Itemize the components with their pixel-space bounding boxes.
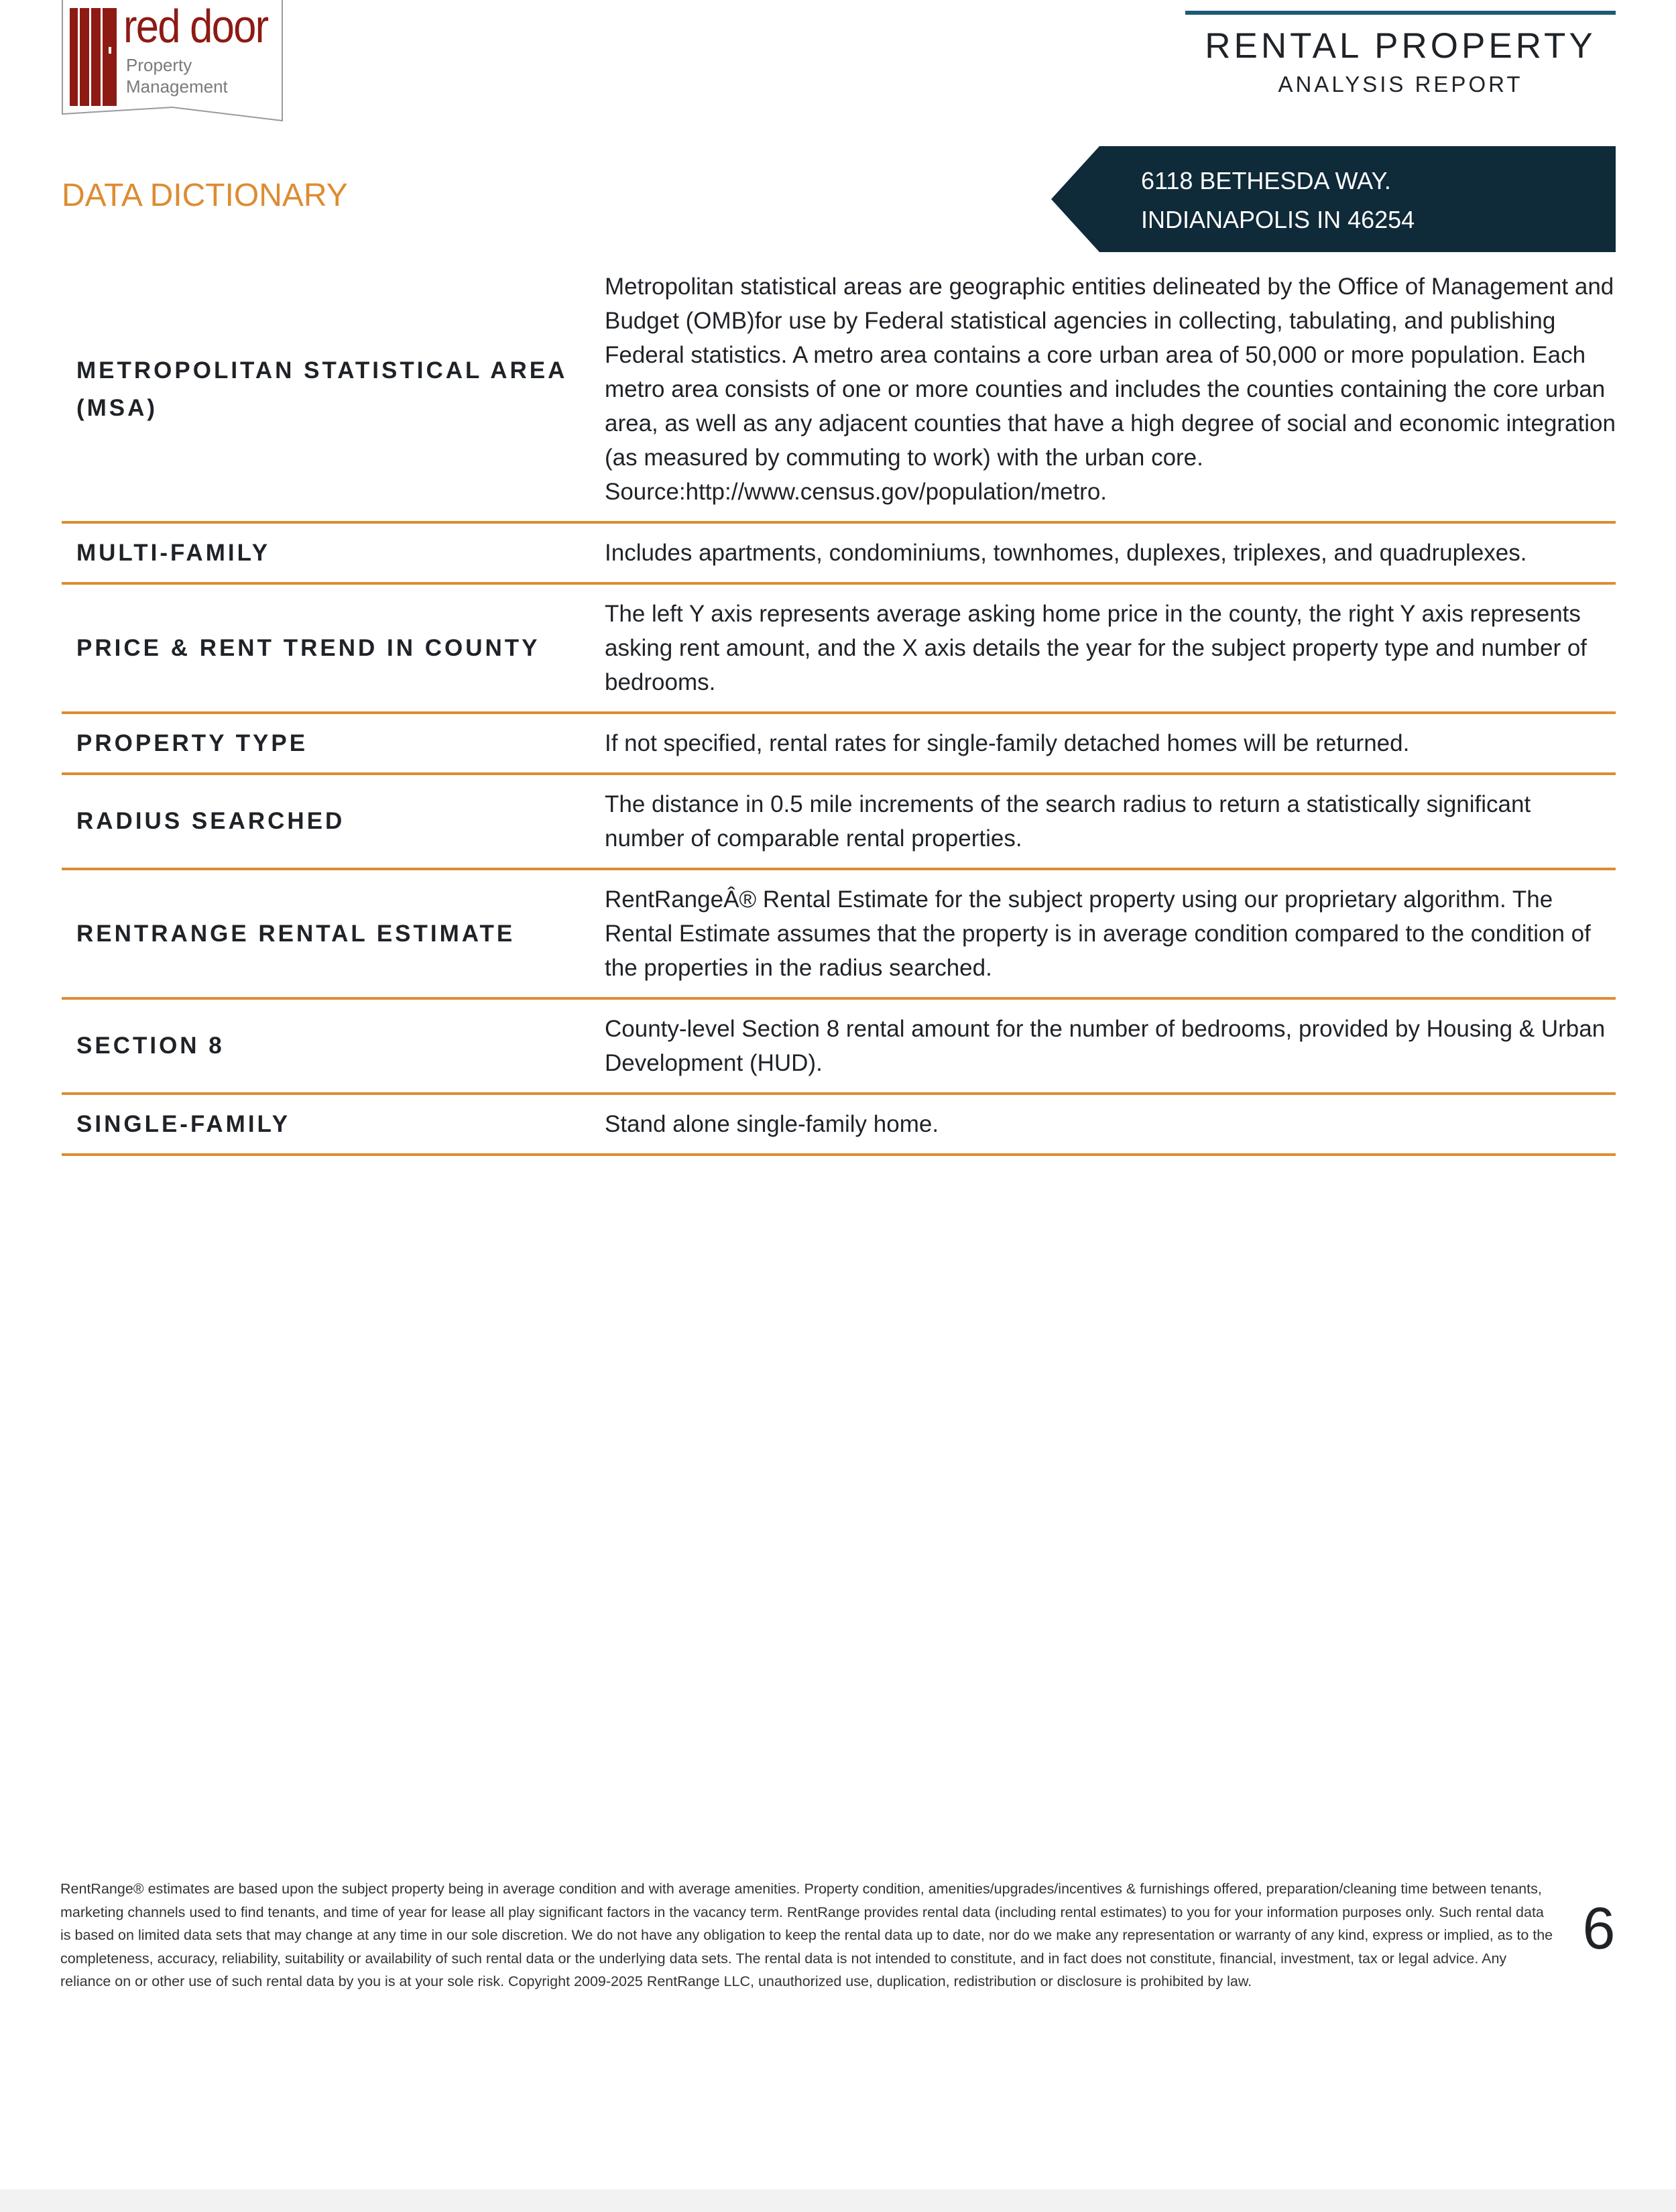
dictionary-definition: RentRangeÂ® Rental Estimate for the subject property using our proprietary algorithm. The Rental Estimate assumes that the property is in average condition compared to the condition of the properties in the radius searched. bbox=[605, 886, 1591, 981]
footer-disclaimer: RentRange® estimates are based upon the subject property being in average condition and with average amenities. Property condition, amenities/upgrades/incentives & furnishings offered, preparation/cleaning time between tenants, marketing channels used to find tenants, and time of year for lease all play significant factors in the vacancy term. RentRange provides rental data (including rental estimates) to you for your information purposes only. Such rental data is based on limited data sets that may change at any time in our sole discretion. We do not have any obligation to keep the rental data up to date, nor do we make any representation or warranty of any kind, express or implied, as to the completeness, accuracy, reliability, suitability or availability of such rental data or the underlying data sets. The rental data is not intended to constitute, and in fact does not constitute, financial, investment, tax or legal advice. Any reliance on or other use of such rental data by you is at your sole risk. Copyright 2009-2025 RentRange LLC, unauthorized use, duplication, redistribution or disclosure is prohibited by law. bbox=[60, 1881, 1553, 1989]
logo-subtext-property: Property bbox=[126, 55, 192, 75]
report-title: RENTAL PROPERTY bbox=[1205, 26, 1596, 66]
dictionary-row-section-8 bbox=[62, 1000, 1616, 1095]
dictionary-definition: The distance in 0.5 mile increments of the search radius to return a statistically significant number of comparable rental properties. bbox=[605, 791, 1531, 852]
dictionary-definition: If not specified, rental rates for single-family detached homes will be returned. bbox=[605, 730, 1410, 756]
address-street: 6118 BETHESDA WAY. bbox=[1141, 167, 1391, 194]
viewer-bottom-strip bbox=[0, 2189, 1676, 2212]
section-title: DATA DICTIONARY bbox=[62, 178, 348, 213]
address-city: INDIANAPOLIS IN 46254 bbox=[1141, 206, 1415, 233]
dictionary-row-multi-family bbox=[62, 524, 1616, 585]
data-dictionary-table bbox=[62, 257, 1616, 1156]
logo-wordmark: red door bbox=[123, 0, 268, 52]
dictionary-definition: Stand alone single-family home. bbox=[605, 1111, 939, 1137]
dictionary-definition: Includes apartments, condominiums, townhomes, duplexes, triplexes, and quadruplexes. bbox=[605, 540, 1527, 566]
dictionary-definition: County-level Section 8 rental amount for the number of bedrooms, provided by Housing & Urban Development (HUD). bbox=[605, 1016, 1606, 1076]
dictionary-term: RENTRANGE RENTAL ESTIMATE bbox=[76, 920, 516, 947]
address-banner-shape bbox=[1051, 146, 1616, 252]
logo-subtext-management: Management bbox=[126, 76, 228, 97]
dictionary-term: MULTI-FAMILY bbox=[76, 539, 271, 566]
company-logo bbox=[62, 0, 283, 122]
dictionary-term: SINGLE-FAMILY bbox=[76, 1110, 291, 1137]
dictionary-row-radius-searched bbox=[62, 775, 1616, 870]
report-subtitle: ANALYSIS REPORT bbox=[1278, 72, 1523, 97]
dictionary-term: RADIUS SEARCHED bbox=[76, 808, 345, 834]
dictionary-term: SECTION 8 bbox=[76, 1033, 225, 1059]
title-rule bbox=[1185, 11, 1616, 15]
dictionary-term: METROPOLITAN STATISTICAL AREA (MSA) bbox=[76, 357, 567, 421]
dictionary-row-msa bbox=[62, 257, 1616, 524]
address-banner bbox=[1051, 146, 1616, 252]
dictionary-term: PROPERTY TYPE bbox=[76, 730, 308, 756]
dictionary-term: PRICE & RENT TREND IN COUNTY bbox=[76, 634, 540, 661]
dictionary-definition: Metropolitan statistical areas are geographic entities delineated by the Office of Management and Budget (OMB)for use by Federal statistical agencies in collecting, tabulating, and publishing Federal statistics. A metro area contains a core urban area of 50,000 or more population. Each metro area consists of one or more counties and includes the counties containing the core urban area, as well as any adjacent counties that have a high degree of social and economic integration (as measured by commuting to work) with the urban core. Source:http://www.census.gov/population/metro. bbox=[605, 274, 1616, 505]
dictionary-row-price-rent-trend bbox=[62, 585, 1616, 714]
dictionary-definition: The left Y axis represents average asking home price in the county, the right Y axis represents asking rent amount, and the X axis details the year for the subject property type and number of bedrooms. bbox=[605, 601, 1588, 695]
dictionary-row-rental-estimate bbox=[62, 870, 1616, 1000]
dictionary-row-single-family bbox=[62, 1095, 1616, 1156]
page-number: 6 bbox=[1582, 1895, 1616, 1961]
dictionary-row-property-type bbox=[62, 714, 1616, 775]
